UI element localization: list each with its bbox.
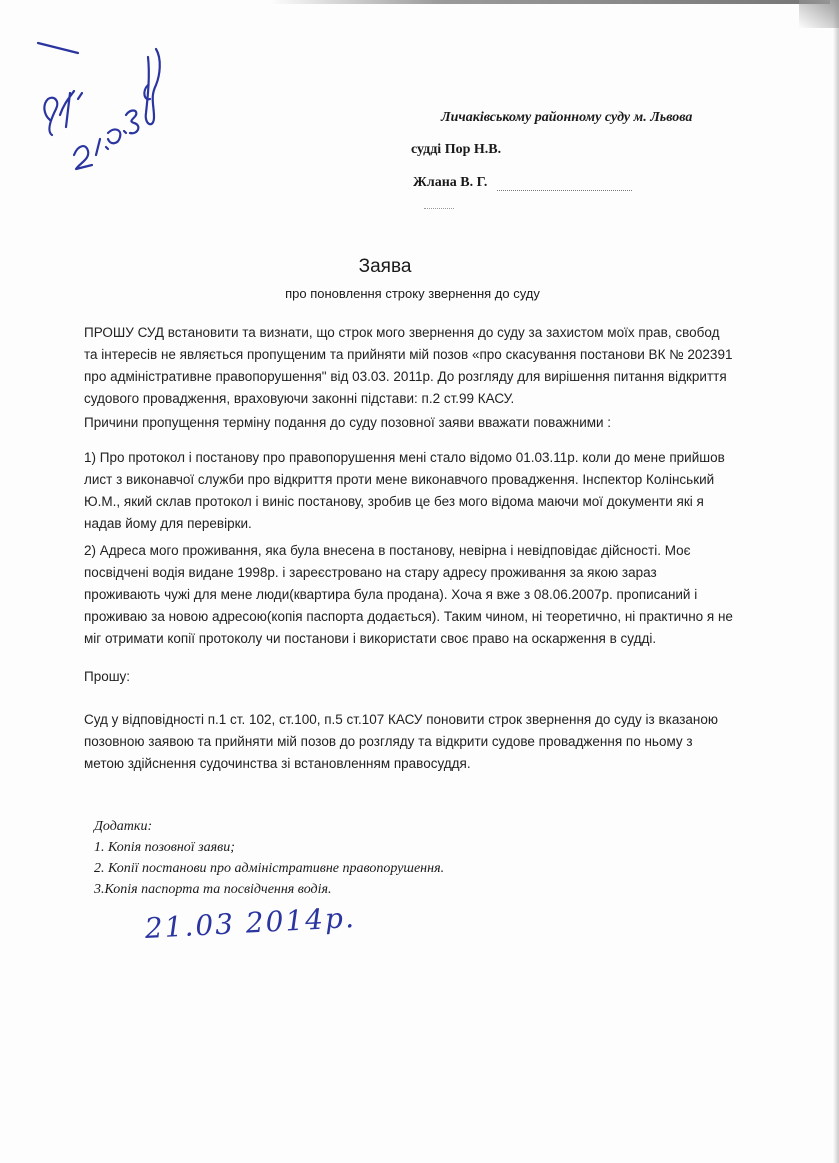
paragraph-reasons-intro: Причини пропущення терміну подання до суду позовної заяви вважати поважними : bbox=[84, 415, 612, 430]
scan-corner bbox=[799, 0, 839, 28]
paragraph-reason-1: 1) Про протокол і постанову про правопорушення мені стало відомо 01.03.11р. коли до мене прийшов лист з виконавчої служби про відкриття проти мене виконавчого провадження. Інспектор Колінський Ю.М., який склав протокол і виніс постанову, зробив це без мого відома маючи мої документи які я надав йому для перевірки. bbox=[84, 450, 725, 531]
attachments-heading: Додатки: bbox=[94, 819, 153, 834]
scan-edge-right bbox=[833, 0, 839, 1163]
document-subtitle: про поновлення строку звернення до суду bbox=[285, 286, 540, 301]
scan-edge-top bbox=[270, 0, 830, 4]
attachments-block bbox=[94, 816, 614, 900]
addressee-court: Личаківському районному суду м. Львова bbox=[441, 110, 693, 125]
applicant-name: Жлана В. Г. bbox=[413, 175, 488, 190]
paragraph-reason-2: 2) Адреса мого проживання, яка була внесена в постанову, невірна і невідповідає дійсності. Моє посвідчені водія видане 1998р. і зареєстровано на стару адресу проживання за якою зараз проживають чужі для мене люди(квартира була продана). Хоча я вже з 08.06.2007р. прописаний і проживаю за новою адресою(копія паспорта додається). Таким чином, ні теоретично, ні практично я не міг отримати копії протоколу чи постанови і використати своє право на оскарження в судді. bbox=[84, 543, 733, 646]
addressee-judge: судді Пор Н.В. bbox=[411, 142, 502, 157]
address-line bbox=[497, 190, 632, 191]
address-dots bbox=[424, 208, 454, 209]
handwritten-date: 21.03 2014р. bbox=[144, 900, 357, 945]
attachment-item: 1. Копія позовної заяви; bbox=[94, 840, 235, 855]
paragraph-request: ПРОШУ СУД встановити та визнати, що строк мого звернення до суду за захистом моїх прав, свобод та інтересів не являється пропущеним та прийняти мій позов «про скасування постанови ВК № 202391 про адміністративне правопорушення" від 03.03. 2011р. До розгляду для вирішення питання відкриття судового провадження, враховуючи законні підстави: п.2 ст.99 КАСУ. bbox=[84, 325, 733, 406]
paragraph-ask-heading: Прошу: bbox=[84, 669, 131, 684]
paragraph-ask: Суд у відповідності п.1 ст. 102, ст.100, п.5 ст.107 КАСУ поновити строк звернення до суду із вказаною позовною заявою та прийняти мій позов до розгляду та відкрити судове провадження по ньому з метою здійснення судочинства зі встановленням правосуддя. bbox=[84, 712, 718, 771]
document-title: Заява bbox=[358, 256, 412, 277]
attachment-item: 2. Копії постанови про адміністративне правопорушення. bbox=[94, 861, 445, 876]
attachment-item: 3.Копія паспорта та посвідчення водія. bbox=[94, 882, 332, 897]
handwritten-registration-note bbox=[30, 35, 175, 175]
